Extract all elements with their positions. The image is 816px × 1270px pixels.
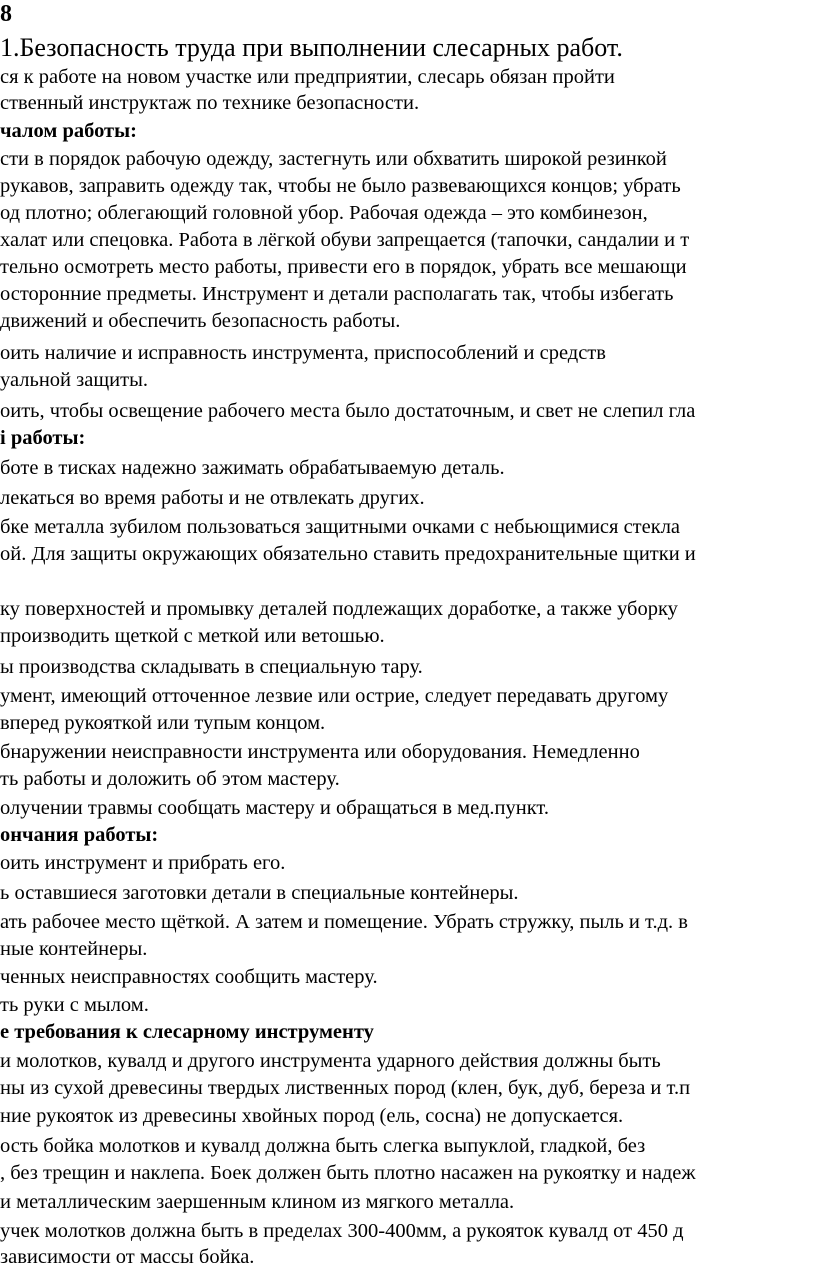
after-work-line: оить инструмент и прибрать его. (0, 852, 286, 874)
during-work-line: ть работы и доложить об этом мастеру. (0, 768, 340, 790)
during-work-line: олучении травмы сообщать мастеру и обращаться в мед.пункт. (0, 797, 549, 819)
section-heading-after-work: ончания работы: (0, 824, 159, 846)
before-work-line: тельно осмотреть место работы, привести его в порядок, убрать все мешающи (0, 256, 687, 278)
after-work-line: ать рабочее место щёткой. А затем и помещение. Убрать стружку, пыль и т.д. в (0, 911, 688, 933)
before-work-line: сти в порядок рабочую одежду, застегнуть или обхватить широкой резинкой (0, 148, 667, 170)
before-work-line: халат или спецовка. Работа в лёгкой обуви запрещается (тапочки, сандалии и т (0, 229, 690, 251)
after-work-line: ные контейнеры. (0, 938, 148, 960)
before-work-line: осторонние предметы. Инструмент и детали располагать так, чтобы избегать (0, 283, 674, 305)
during-work-line: бнаружении неисправности инструмента или оборудования. Немедленно (0, 741, 640, 763)
before-work-line: оить наличие и исправность инструмента, приспособлений и средств (0, 342, 606, 364)
tool-requirements-line: зависимости от массы бойка. (0, 1246, 255, 1268)
section-heading-before-work: чалом работы: (0, 120, 137, 142)
section-heading-during-work: і работы: (0, 427, 86, 449)
tool-requirements-line: и молотков, кувалд и другого инструмента ударного действия должны быть (0, 1050, 661, 1072)
after-work-line: ь оставшиеся заготовки детали в специальные контейнеры. (0, 882, 519, 904)
during-work-line: бке металла зубилом пользоваться защитными очками с небьющимися стекла (0, 516, 681, 538)
document-title: 1.Безопасность труда при выполнении слесарных работ. (0, 33, 623, 62)
before-work-line: рукавов, заправить одежду так, чтобы не было развевающихся концов; убрать (0, 175, 681, 197)
after-work-line: ченных неисправностях сообщить мастеру. (0, 966, 378, 988)
before-work-line: од плотно; облегающий головной убор. Рабочая одежда – это комбинезон, (0, 202, 648, 224)
tool-requirements-line: ны из сухой древесины твердых лиственных пород (клен, бук, дуб, береза и т.п (0, 1077, 691, 1099)
tool-requirements-line: и металлическим заершенным клином из мягкого металла. (0, 1191, 515, 1213)
before-work-line: оить, чтобы освещение рабочего места было достаточным, и свет не слепил гла (0, 400, 696, 422)
during-work-line: боте в тисках надежно зажимать обрабатываемую деталь. (0, 457, 505, 479)
intro-line: ся к работе на новом участке или предприятии, слесарь обязан пройти (0, 66, 615, 88)
during-work-line: вперед рукояткой или тупым концом. (0, 712, 326, 734)
during-work-line: производить щеткой с меткой или ветошью. (0, 625, 385, 647)
page-number: 8 (0, 1, 12, 27)
during-work-line: ы производства складывать в специальную тару. (0, 656, 423, 678)
before-work-line: движений и обеспечить безопасность работы. (0, 310, 401, 332)
tool-requirements-line: ость бойка молотков и кувалд должна быть слегка выпуклой, гладкой, без (0, 1135, 646, 1157)
tool-requirements-line: , без трещин и наклепа. Боек должен быть плотно насажен на рукоятку и надеж (0, 1162, 696, 1184)
during-work-line: ой. Для защиты окружающих обязательно ставить предохранительные щитки и (0, 543, 696, 565)
tool-requirements-line: учек молотков должна быть в пределах 300-400мм, а рукояток кувалд от 450 д (0, 1220, 684, 1242)
after-work-line: ть руки с мылом. (0, 994, 149, 1016)
tool-requirements-line: ние рукояток из древесины хвойных пород (ель, сосна) не допускается. (0, 1105, 624, 1127)
intro-line: ственный инструктаж по технике безопасности. (0, 92, 420, 114)
during-work-line: умент, имеющий отточенное лезвие или острие, следует передавать другому (0, 685, 669, 707)
before-work-line: уальной защиты. (0, 369, 148, 391)
during-work-line: лекаться во время работы и не отвлекать других. (0, 487, 425, 509)
during-work-line: ку поверхностей и промывку деталей подлежащих доработке, а также уборку (0, 598, 678, 620)
section-heading-tool-requirements: е требования к слесарному инструменту (0, 1021, 374, 1043)
